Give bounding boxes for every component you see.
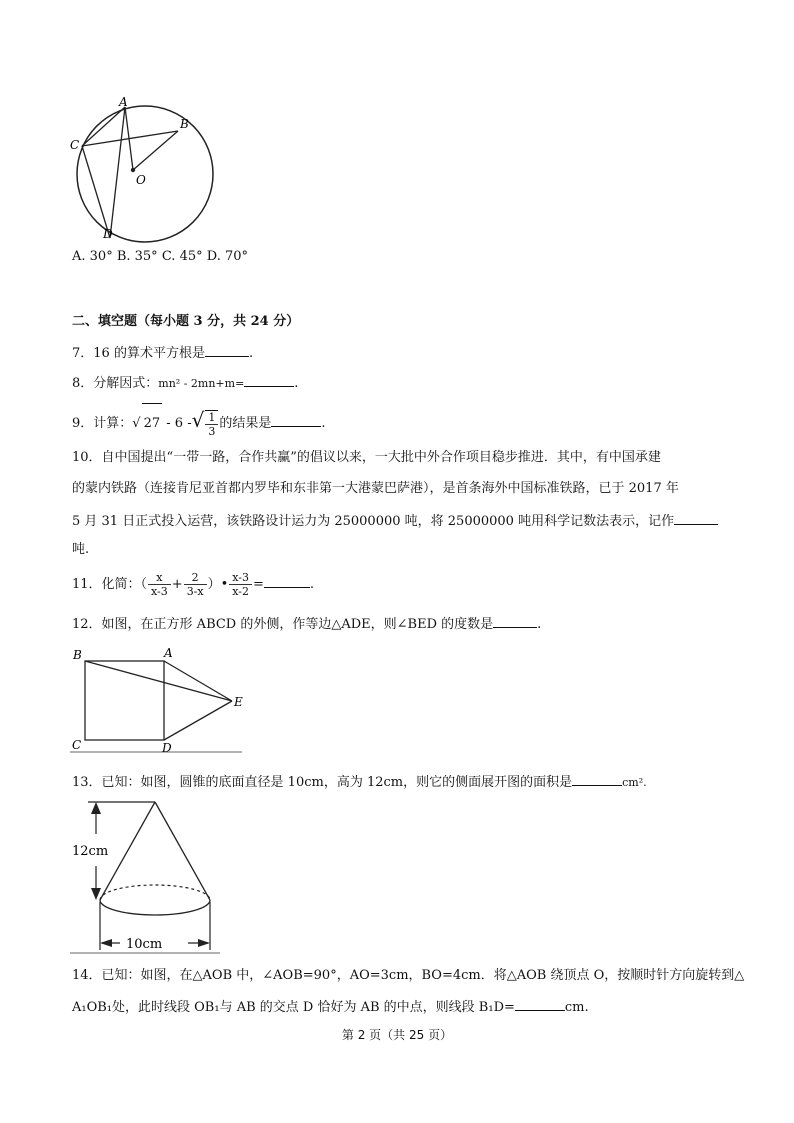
label-a: A [119,95,128,109]
q7-text: 7．16 的算术平方根是 [72,346,205,361]
base-front-arc [100,900,210,915]
q13-text: 13．已知：如图，圆锥的底面直径是 10cm，高为 12cm，则它的侧面展开图的面积是 [72,775,573,790]
q9-radicand: 27 [142,403,163,444]
q11-f2-den: 3-x [186,585,204,598]
label-b: B [180,117,189,131]
sqrt-sign-2: √ [191,408,205,432]
q9-answer-blank[interactable] [271,414,321,427]
q9-tail: . [321,416,326,431]
q10-answer-blank[interactable] [674,512,718,525]
segment-ad [110,107,125,238]
question-13 [72,773,647,791]
label-d2: D [162,741,172,755]
q7-tail: . [248,346,254,361]
diameter-label: 10cm [126,937,163,952]
q14-line-2: A₁OB₁处，此时线段 OB₁与 AB 的交点 D 恰好为 AB 的中点，则线段 B₁D= [72,1000,515,1015]
base-back-arc [100,885,210,900]
q8-answer-blank[interactable] [244,374,294,387]
segment-de [164,701,232,740]
q9-frac-num: 1 [205,411,218,425]
q12-tail: . [537,617,542,632]
q11-frac-3 [229,571,252,598]
q11-f2-num: 2 [184,571,207,585]
q12-text: 12．如图，在正方形 ABCD 的外侧，作等边△ADE，则∠BED 的度数是 [72,617,494,632]
q6-options: A. 30° B. 35° C. 45° D. 70° [72,249,249,264]
q14-answer-blank[interactable] [515,998,565,1011]
label-c2: C [72,738,82,752]
circle-figure [70,95,230,245]
cone-left-side [100,802,155,900]
q7-answer-blank[interactable] [205,344,249,357]
q9-fraction [205,410,218,438]
q11-frac-1 [148,571,171,598]
question-8 [72,374,298,392]
square-abcd [85,661,164,740]
question-12 [72,615,541,633]
question-10-line-3 [72,512,718,530]
q11-f3-num: x-3 [229,571,252,585]
q14-unit: cm. [564,1000,589,1015]
q10-line-3: 5 月 31 日正式投入运营，该铁路设计运力为 25000000 吨，将 25000000 吨用科学记数法表示，记作 [72,514,675,529]
q10-line-1: 10．自中国提出“一带一路，合作共赢”的倡议以来，一大批中外合作项目稳步推进．其中，有中国承建 [72,450,661,465]
segment-cd [82,146,110,238]
arrow-up [91,802,101,814]
label-b2: B [73,648,82,662]
q11-f3-den: x-2 [232,585,250,598]
label-e: E [234,695,243,709]
q8-prefix: 8．分解因式： [72,376,159,391]
q11-prefix: 11．化简：（ [72,577,148,592]
q10-line-4: 吨. [72,542,90,557]
q9-mid: - 6 - [166,416,192,431]
question-7 [72,344,253,362]
label-c: C [70,138,80,152]
q11-plus: + [171,577,183,592]
section-2-title: 二、填空题（每小题 3 分，共 24 分） [72,314,300,329]
q13-unit: cm². [622,776,647,789]
q10-line-2: 的蒙内铁路（连接肯尼亚首都内罗毕和东非第一大港蒙巴萨港），是首条海外中国标准铁路，已于 2017 年 [72,481,679,496]
q11-close: ）• [207,577,229,592]
q12-answer-blank[interactable] [493,615,537,628]
label-a2: A [164,646,173,660]
q14-line-1: 14．已知：如图，在△AOB 中，∠AOB=90°，AO=3cm，BO=4cm．将△AOB 绕顶点 O，按顺时针方向旋转到△ [72,968,745,983]
segment-ae [164,661,232,701]
question-11 [72,570,314,602]
q9-prefix: 9．计算： [72,416,133,431]
q11-answer-blank[interactable] [264,575,310,588]
question-9 [72,400,326,440]
q8-tail: . [294,376,299,391]
q11-eq: = [253,577,264,592]
center-dot [131,168,135,172]
q13-answer-blank[interactable] [572,773,622,786]
sqrt-sign: √ [132,416,141,431]
q9-suffix: 的结果是 [219,416,272,431]
q8-expr: mn² - 2mn+m= [158,377,245,390]
arrow-left [100,939,112,947]
arrow-down [91,888,101,900]
arrow-right [198,939,210,947]
page-footer: 第 2 页（共 25 页） [341,1028,453,1042]
square-triangle-figure [70,645,250,755]
segment-be [85,661,232,701]
label-o: O [136,173,146,187]
q11-frac-2 [184,571,207,598]
height-label: 12cm [72,844,109,859]
cone-figure [70,800,230,960]
q11-f1-num: x [148,571,171,585]
q11-f1-den: x-3 [151,585,168,598]
label-d: D [103,227,113,241]
question-14-line-2 [72,998,589,1016]
q9-frac-den: 3 [208,424,216,438]
q11-tail: . [309,577,315,592]
